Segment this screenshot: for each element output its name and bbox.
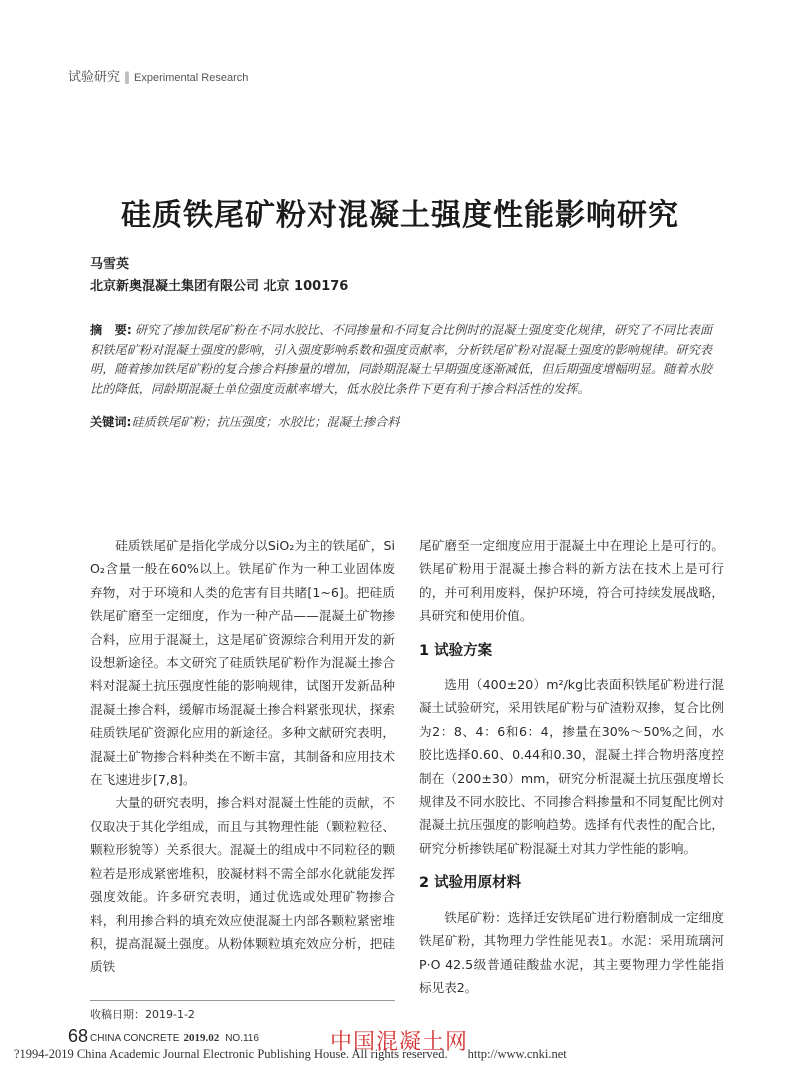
issue-date: 2019.02 xyxy=(183,1032,220,1044)
section-label-cn: 试验研究 xyxy=(68,70,121,85)
issue-number: NO.116 xyxy=(225,1033,259,1044)
received-date: 收稿日期：2019-1-2 xyxy=(90,1008,195,1021)
body-column-right xyxy=(419,534,724,999)
abstract-text: 研究了掺加铁尾矿粉在不同水胶比、不同掺量和不同复合比例时的混凝土强度变化规律，研究了不同比表面积铁尾矿粉对混凝土强度的影响，引入强度影响系数和强度贡献率，分析铁尾矿粉对混凝土强度的影响规律。研究表明，随着掺加铁尾矿粉的复合掺合料掺量的增加，同龄期混凝土早期强度逐渐减低，但后期强度增幅明显。随着水胶比的降低，同龄期混凝土单位强度贡献率增大，低水胶比条件下更有利于掺合料活性的发挥。 xyxy=(90,323,713,396)
section-separator: ‖ xyxy=(124,70,131,84)
section-tag xyxy=(68,66,248,85)
footnote-divider xyxy=(90,1000,395,1001)
section-heading: 2 试验用原材料 xyxy=(419,875,522,892)
keywords-label: 关键词: xyxy=(90,415,132,429)
body-paragraph: 铁尾矿粉：选择迁安铁尾矿进行粉磨制成一定细度铁尾矿粉，其物理力学性能见表1。水泥：采用琉璃河P·O 42.5级普通硅酸盐水泥，其主要物理力学性能指标见表2。 xyxy=(419,909,724,995)
journal-name: CHINA CONCRETE xyxy=(90,1033,180,1044)
abstract xyxy=(90,321,712,399)
keywords-text: 硅质铁尾矿粉；抗压强度；水胶比；混凝土掺合料 xyxy=(131,415,400,429)
article-title: 硅质铁尾矿粉对混凝土强度性能影响研究 xyxy=(121,198,679,233)
keywords xyxy=(90,413,712,430)
body-paragraph: 大量的研究表明，掺合料对混凝土性能的贡献，不仅取决于其化学组成，而且与其物理性能（颗粒粒径、颗粒形貌等）关系很大。混凝土的组成中不同粒径的颗粒若是形成紧密堆积，胶凝材料不需全部水化就能发挥强度效能。许多研究表明，通过优选或处理矿物掺合料，利用掺合料的填充效应使混凝土内部各颗粒紧密堆积，提高混凝土强度。从粉体颗粒填充效应分析，把硅质铁 xyxy=(90,795,395,975)
cnki-url[interactable]: http://www.cnki.net xyxy=(467,1047,567,1061)
body-paragraph: 硅质铁尾矿是指化学成分以SiO₂为主的铁尾矿，SiO₂含量一般在60%以上。铁尾矿作为一种工业固体废弃物，对于环境和人类的危害有目共睹[1~6]。把硅质铁尾矿磨至一定细度，作为一种产品——混凝土矿物掺合料，应用于混凝土，这是尾矿资源综合利用开发的新设想新途径。本文研究了硅质铁尾矿粉作为混凝土掺合料对混凝土抗压强度性能的影响规律，试图开发新品种混凝土掺合料，缓解市场混凝土掺合料紧张现状，探索硅质铁尾矿资源化应用的新途径。多种文献研究表明，混凝土矿物掺合料种类在不断丰富，其制备和应用技术在飞速进步[7,8]。 xyxy=(90,538,395,788)
watermark-text: 中国混凝土网 xyxy=(330,1030,469,1055)
section-heading: 1 试验方案 xyxy=(419,642,493,659)
journal-info xyxy=(90,1032,259,1044)
copyright-line xyxy=(14,1047,567,1062)
copyright-text: ?1994-2019 China Academic Journal Electronic Publishing House. All rights reserved. xyxy=(14,1047,448,1061)
section-label-en: Experimental Research xyxy=(134,72,249,84)
abstract-label: 摘 要: xyxy=(90,323,132,337)
body-column-left xyxy=(90,534,395,979)
body-paragraph: 选用（400±20）m²/kg比表面积铁尾矿粉进行混凝土试验研究，采用铁尾矿粉与矿渣粉双掺，复合比例为2：8、4：6和6：4，掺量在30%～50%之间，水胶比选择0.60、0.44和0.30，混凝土拌合物坍落度控制在（200±30）mm，研究分析混凝土抗压强度增长规律及不同水胶比、不同掺合料掺量和不同复配比例对混凝土抗压强度的影响趋势。选择有代表性的配合比，研究分析掺铁尾矿粉混凝土对其力学性能的影响。 xyxy=(419,677,724,856)
author-name: 马雪英 xyxy=(90,257,130,272)
page-number: 68 xyxy=(68,1026,89,1046)
body-paragraph: 尾矿磨至一定细度应用于混凝土中在理论上是可行的。铁尾矿粉用于混凝土掺合料的新方法在技术上是可行的，并可利用废料，保护环境，符合可持续发展战略，具研究和使用价值。 xyxy=(419,538,724,624)
author-affiliation: 北京新奥混凝土集团有限公司 北京 100176 xyxy=(90,279,349,294)
